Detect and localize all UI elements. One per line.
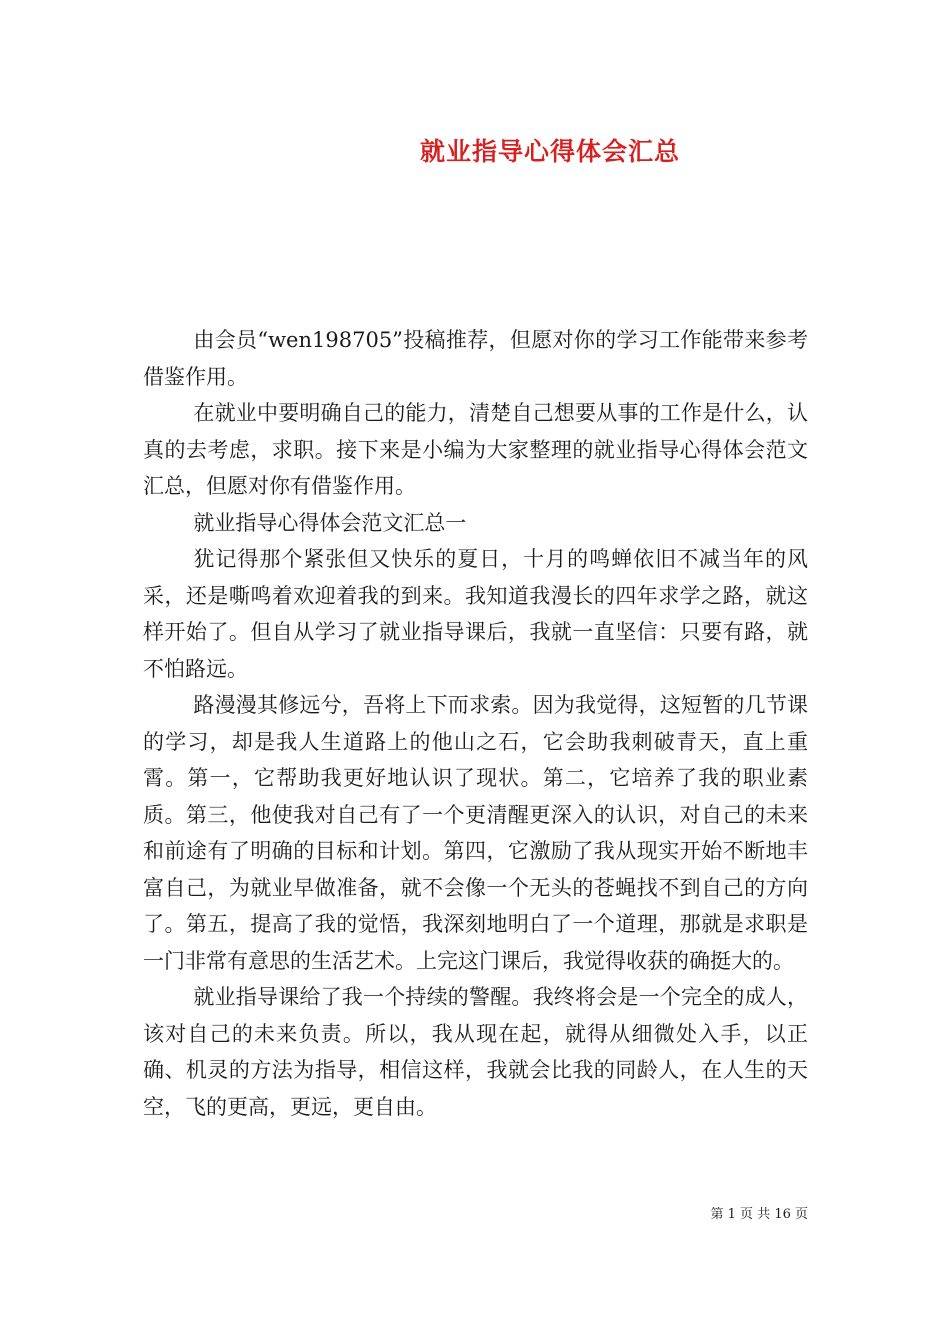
paragraph-summary: 在就业中要明确自己的能力，清楚自己想要从事的工作是什么，认真的去考虑，求职。接下来是小编为大家整理的就业指导心得体会范文汇总，但愿对你有借鉴作用。 — [143, 401, 808, 498]
document-body — [143, 322, 808, 1125]
document-title: 就业指导心得体会汇总 — [419, 137, 680, 166]
page-number: 第 1 页 共 16 页 — [710, 1207, 808, 1222]
paragraph-intro: 由会员“wen198705”投稿推荐，但愿对你的学习工作能带来参考借鉴作用。 — [143, 328, 808, 389]
paragraph-conclusion: 就业指导课给了我一个持续的警醒。我终将会是一个完全的成人，该对自己的未来负责。所以，我从现在起，就得从细微处入手，以正确、机灵的方法为指导，相信这样，我就会比我的同龄人，在人生的天空，飞的更高，更远，更自由。 — [143, 985, 808, 1119]
paragraph-memory: 犹记得那个紧张但又快乐的夏日，十月的鸣蝉依旧不减当年的风采，还是嘶鸣着欢迎着我的到来。我知道我漫长的四年求学之路，就这样开始了。但自从学习了就业指导课后，我就一直坚信：只要有路，就不怕路远。 — [143, 547, 808, 681]
paragraph-benefits: 路漫漫其修远兮，吾将上下而求索。因为我觉得，这短暂的几节课的学习，却是我人生道路上的他山之石，它会助我刺破青天，直上重霄。第一，它帮助我更好地认识了现状。第二，它培养了我的职业素质。第三，他使我对自己有了一个更清醒更深入的认识，对自己的未来和前途有了明确的目标和计划。第四，它激励了我从现实开始不断地丰富自己，为就业早做准备，就不会像一个无头的苍蝇找不到自己的方向了。第五，提高了我的觉悟，我深刻地明白了一个道理，那就是求职是一门非常有意思的生活艺术。上完这门课后，我觉得收获的确挺大的。 — [143, 693, 808, 973]
section-heading: 就业指导心得体会范文汇总一 — [193, 510, 467, 535]
